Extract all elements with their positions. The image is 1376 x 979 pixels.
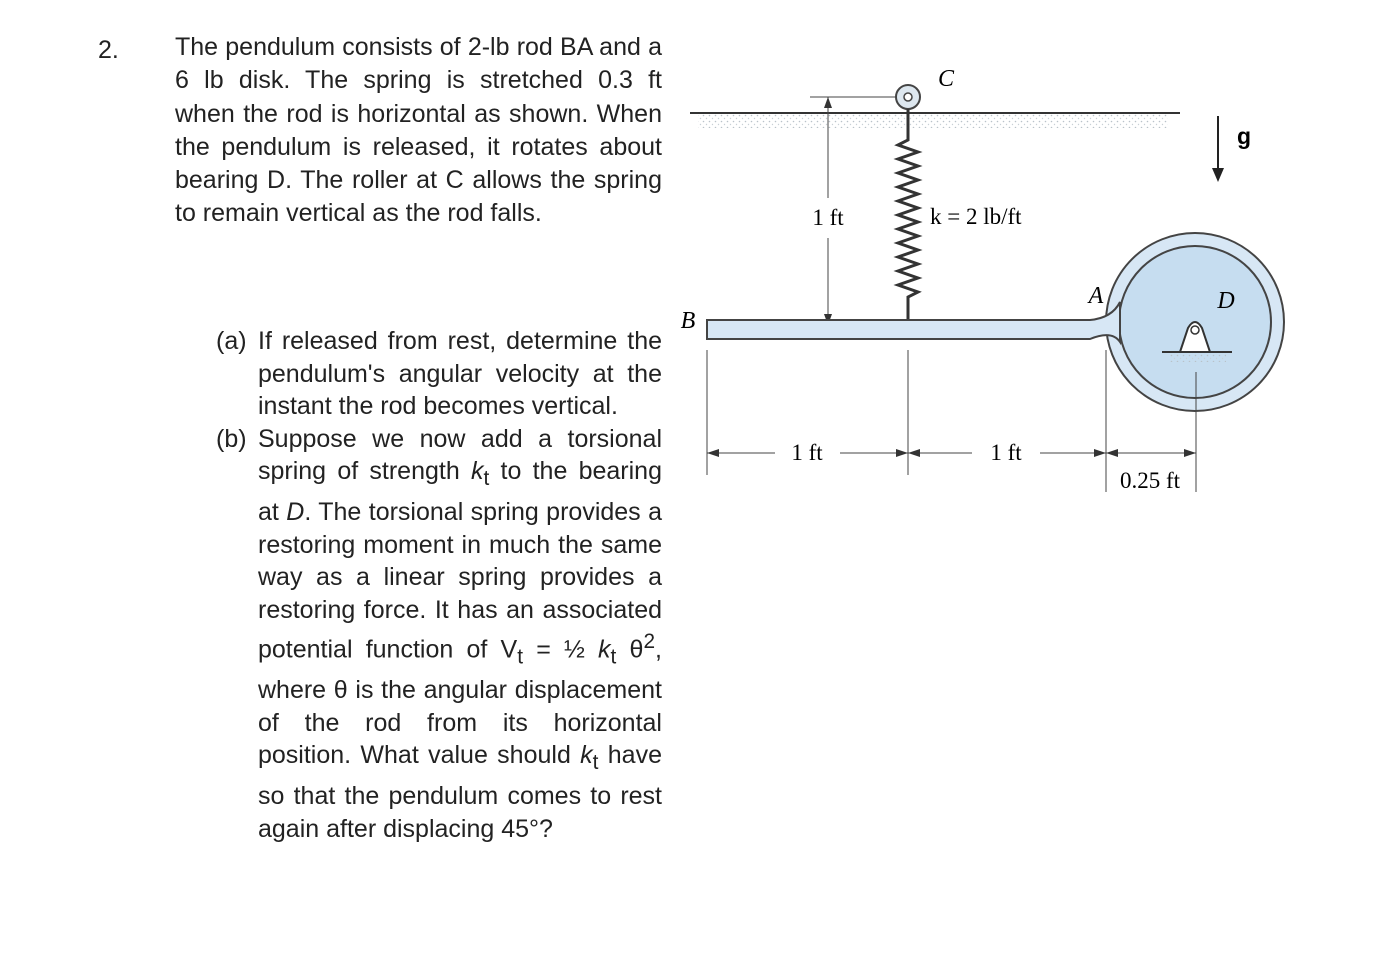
label-c: C [938,66,955,92]
dim-radius-label: 0.25 ft [1119,468,1181,493]
kt-symbol-2: k [598,635,611,664]
vt-symbol: V [500,635,518,664]
equation-eq: = ½ [523,635,599,664]
d-letter: D [286,497,305,526]
vt-sub: t [517,645,523,669]
label-b: B [680,308,696,334]
spring [898,109,918,322]
problem-statement: The pendulum consists of 2-lb rod BA and a 6 lb disk. The spring is stretched 0.3 ft when the rod is horizontal as shown. When the pendulum is released, it rotates about bearing D. The roller at C allows the spring to remain vertical as the rod falls. [175,33,662,228]
kt-sub: t [483,467,490,491]
rod [707,302,1120,342]
theta-term: θ [616,635,644,664]
kt-sub-2: t [610,645,617,669]
part-b-text-4: , where θ is the angular displacement of the rod from its horizontal position. What value should [258,635,662,770]
part-a-label: (a) [216,327,247,355]
kt-sub-3: t [592,751,599,775]
kt-symbol: k [470,457,484,486]
roller-c [896,85,920,109]
ceiling [690,113,1180,128]
dim-ca-label: 1 ft [990,440,1022,465]
kt-symbol-3: k [580,741,593,770]
part-b-label: (b) [216,424,247,453]
label-d: D [1217,288,1235,314]
part-b-text-2: to the bearing at [258,457,662,526]
label-a: A [1088,283,1104,309]
part-b-text-3: . The torsional spring provides a restoring moment in much the same way as a linear spring provides a restoring force. It has an associated potential function of [258,497,662,664]
part-b-text-1: Suppose we now add a torsional spring of strength [258,424,662,486]
spring-constant-label: k = 2 lb/ft [930,204,1022,229]
part-a-text: If released from rest, determine the pendulum's angular velocity at the instant the rod becomes vertical. [258,327,662,421]
gravity-label: g [1236,123,1252,149]
problem-number: 2. [98,36,119,64]
square-exponent: 2 [643,630,656,654]
dim-bc-label: 1 ft [791,440,823,465]
part-b-text-5: have so that the pendulum comes to rest again after displacing 45°? [258,741,662,843]
vertical-dim-label: 1 ft [812,205,844,230]
gravity-arrow [1212,116,1224,182]
